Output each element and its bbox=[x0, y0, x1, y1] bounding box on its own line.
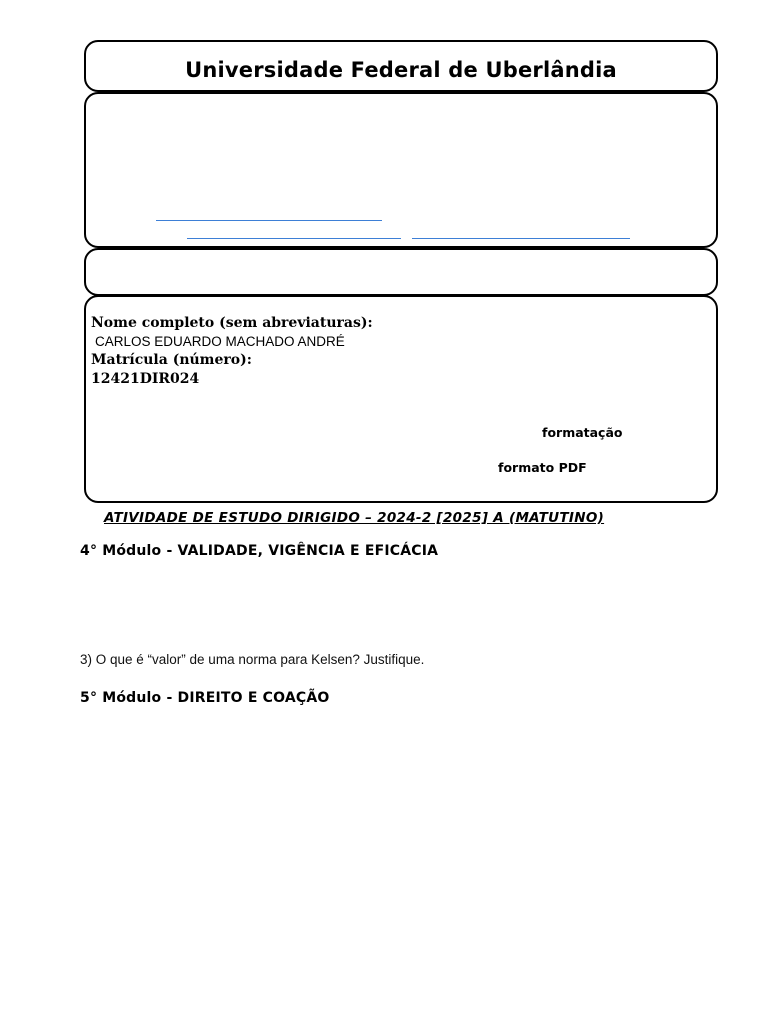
name-label: Nome completo (sem abreviaturas): bbox=[91, 315, 373, 331]
link-underline-1[interactable] bbox=[156, 220, 382, 221]
name-value: CARLOS EDUARDO MACHADO ANDRÉ bbox=[95, 334, 345, 349]
module-5-heading: 5° Módulo - DIREITO E COAÇÃO bbox=[80, 690, 330, 706]
activity-title: ATIVIDADE DE ESTUDO DIRIGIDO – 2024-2 [2025] A (MATUTINO) bbox=[104, 510, 605, 526]
link-underline-2[interactable] bbox=[187, 238, 401, 239]
info-box bbox=[84, 92, 718, 248]
header-box bbox=[84, 40, 718, 92]
registration-label: Matrícula (número): bbox=[91, 352, 252, 368]
module-4-heading: 4° Módulo - VALIDADE, VIGÊNCIA E EFICÁCIA bbox=[80, 543, 439, 559]
registration-value: 12421DIR024 bbox=[91, 371, 200, 387]
empty-box bbox=[84, 248, 718, 296]
question-3: 3) O que é “valor” de uma norma para Kelsen? Justifique. bbox=[80, 652, 425, 667]
pdf-format-note: formato PDF bbox=[498, 460, 587, 475]
link-underline-3[interactable] bbox=[412, 238, 630, 239]
university-title: Universidade Federal de Uberlândia bbox=[185, 58, 617, 82]
formatting-note: formatação bbox=[542, 425, 623, 440]
